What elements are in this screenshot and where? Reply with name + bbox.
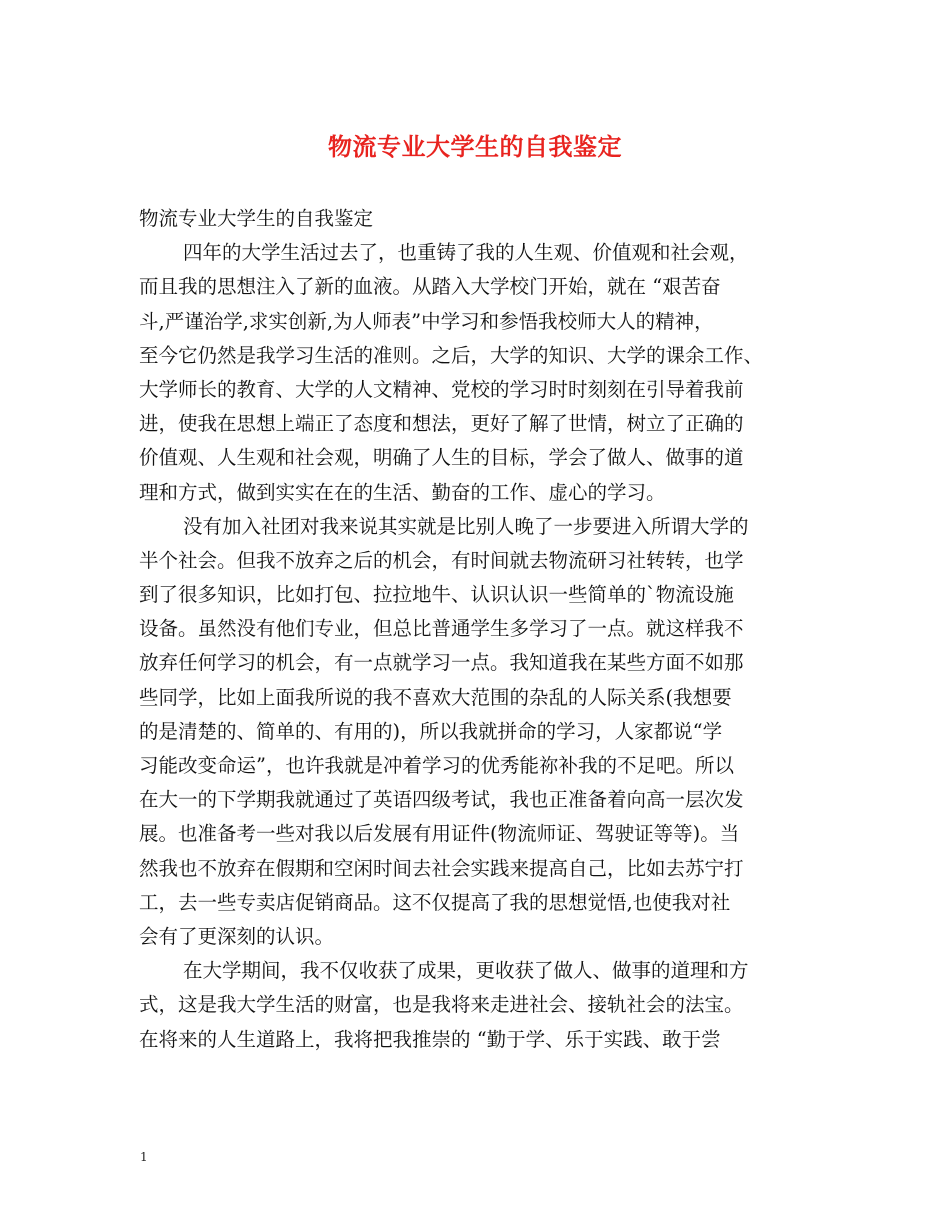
body-line: 的是清楚的、简单的、有用的)，所以我就拼命的学习，人家都说“学 [139,719,723,743]
body-line: 到了很多知识，比如打包、拉拉地牛、认识认识一些简单的`物流设施 [139,583,734,607]
body-line: 至今它仍然是我学习生活的准则。之后，大学的知识、大学的课余工作、 [139,343,764,367]
body-line: 设备。虽然没有他们专业，但总比普通学生多学习了一点。就这样我不 [139,617,744,641]
body-line: 价值观、人生观和社会观，明确了人生的目标，学会了做人、做事的道 [139,446,744,470]
body-line: 会有了更深刻的认识。 [139,924,335,948]
body-line: 习能改变命运”，也许我就是冲着学习的优秀能祢补我的不足吧。所以 [139,754,734,777]
document-title: 物流专业大学生的自我鉴定 [328,132,622,161]
body-line: 而且我的思想注入了新的血液。从踏入大学校门开始，就在 “艰苦奋 [139,275,721,299]
body-line: 些同学，比如上面我所说的我不喜欢大范围的杂乱的人际关系(我想要 [139,685,732,709]
body-line: 理和方式，做到实实在在的生活、勤奋的工作、虚心的学习。 [139,480,666,504]
body-line: 工，去一些专卖店促销商品。这不仅提高了我的思想觉悟,也使我对社 [139,890,731,914]
body-line: 放弃任何学习的机会，有一点就学习一点。我知道我在某些方面不如那 [139,651,744,675]
body-line: 物流专业大学生的自我鉴定 [139,207,374,230]
document-body [139,202,829,1057]
body-line: 四年的大学生活过去了，也重铸了我的人生观、价值观和社会观， [183,241,749,265]
page-number: 1 [140,1150,148,1164]
body-line: 半个社会。但我不放弃之后的机会，有时间就去物流研习社转转，也学 [139,548,744,572]
body-line: 大学师长的教育、大学的人文精神、党校的学习时时刻刻在引导着我前 [139,377,744,401]
body-line: 在大学期间，我不仅收获了成果，更收获了做人、做事的道理和方 [183,959,749,983]
body-line: 然我也不放弃在假期和空闲时间去社会实践来提高自己，比如去苏宁打 [139,856,744,880]
body-line: 在大一的下学期我就通过了英语四级考试，我也正准备着向高一层次发 [139,788,744,812]
body-line: 斗,严谨治学,求实创新,为人师表”中学习和参悟我校师大人的精神， [139,309,714,333]
body-line: 没有加入社团对我来说其实就是比别人晚了一步要进入所谓大学的 [183,514,749,538]
body-line: 式，这是我大学生活的财富，也是我将来走进社会、接轨社会的法宝。 [139,993,744,1017]
body-line: 进，使我在思想上端正了态度和想法，更好了解了世情，树立了正确的 [139,412,744,436]
body-line: 展。也准备考一些对我以后发展有用证件(物流师证、驾驶证等等)。当 [139,822,740,846]
body-line: 在将来的人生道路上，我将把我推崇的 “勤于学、乐于实践、敢于尝 [139,1027,721,1051]
